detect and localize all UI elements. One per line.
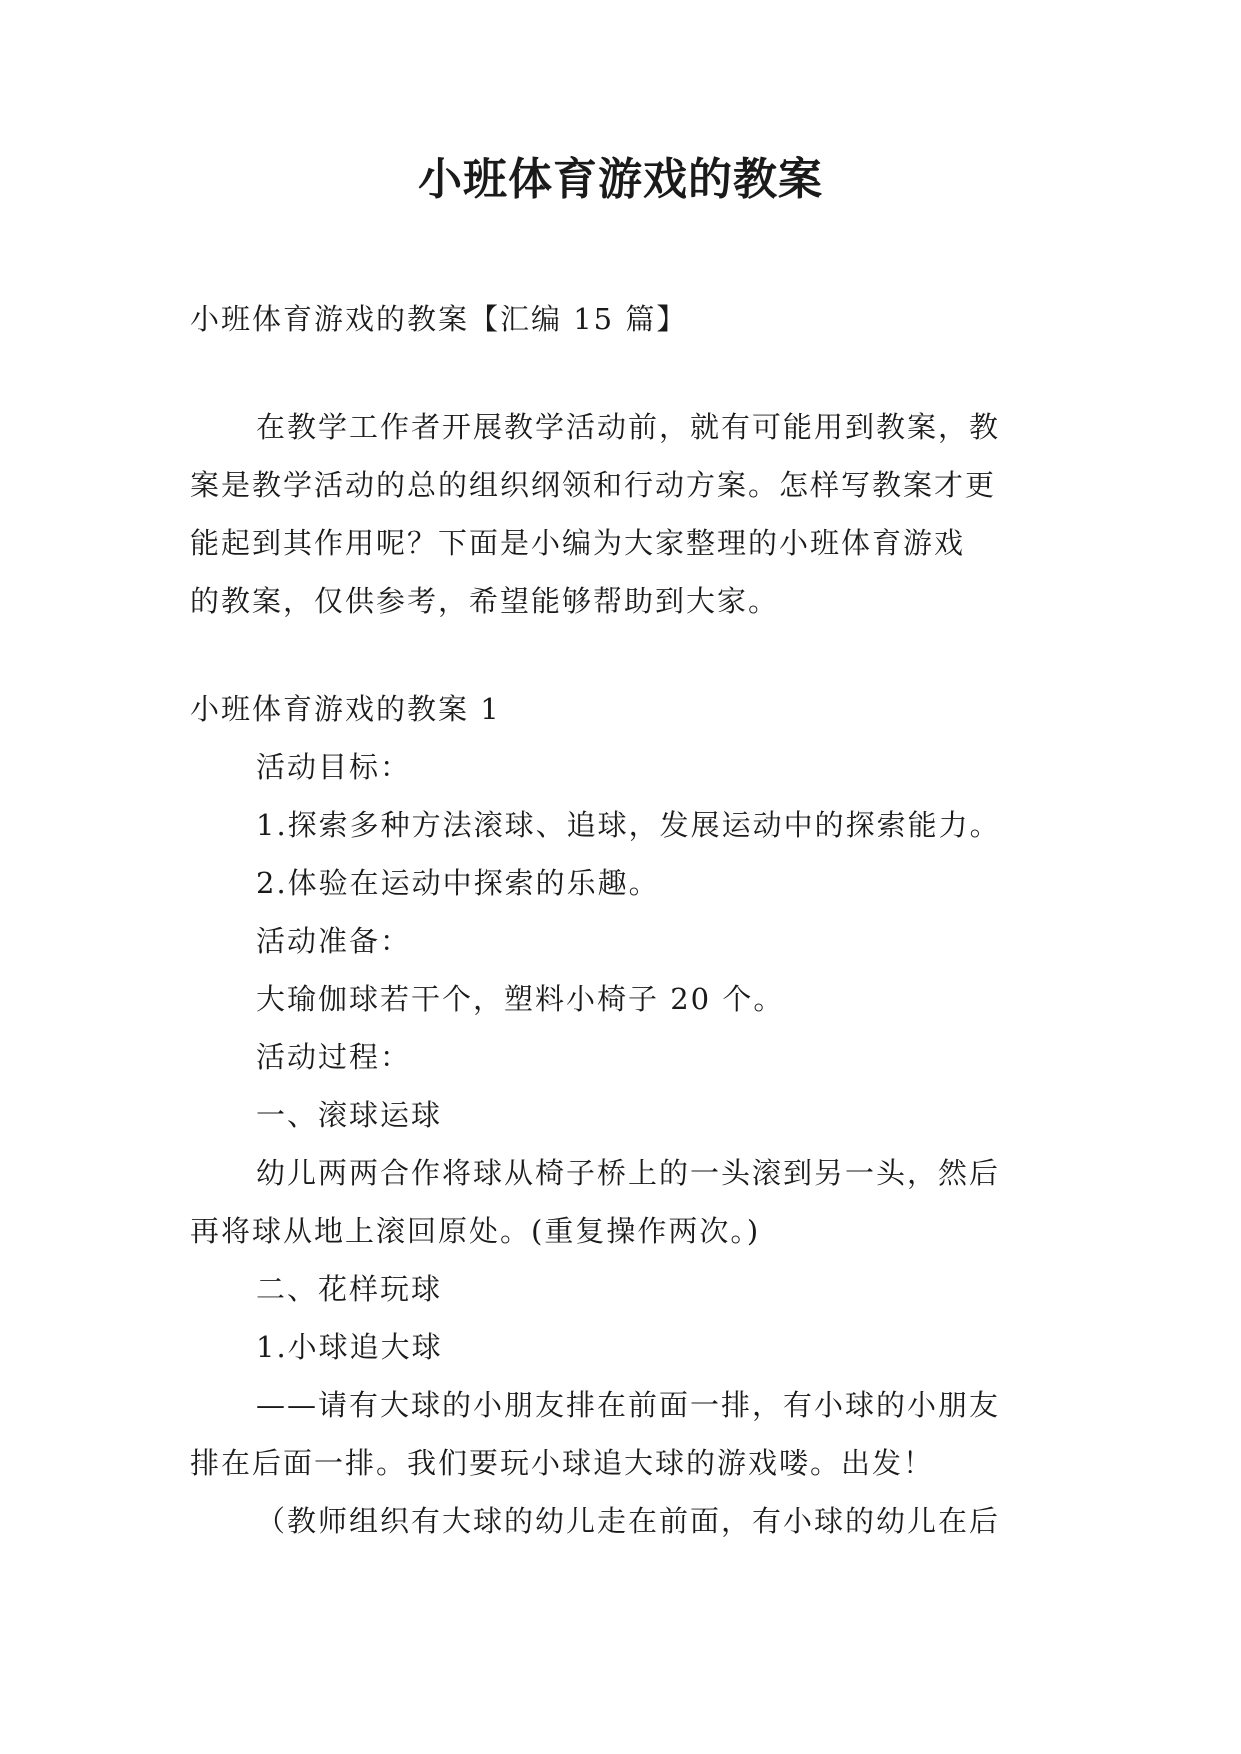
intro-line: 在教学工作者开展教学活动前，就有可能用到教案，教: [256, 410, 1001, 444]
intro-line: 的教案，仅供参考，希望能够帮助到大家。: [190, 584, 780, 618]
section-line: 二、花样玩球: [256, 1272, 443, 1306]
section-line: 再将球从地上滚回原处。(重复操作两次。): [190, 1214, 761, 1248]
section-line: （教师组织有大球的幼儿走在前面，有小球的幼儿在后: [256, 1504, 1001, 1538]
intro-paragraph: [190, 398, 1050, 630]
document-body: [190, 290, 1050, 1550]
document-title: 小班体育游戏的教案: [418, 154, 823, 205]
section-line: 1.小球追大球: [256, 1330, 443, 1364]
section-line: 2.体验在运动中探索的乐趣。: [256, 866, 660, 900]
section-line: 幼儿两两合作将球从椅子桥上的一头滚到另一头，然后: [256, 1156, 1001, 1190]
section-line: 活动目标：: [256, 750, 412, 784]
document-subtitle: 小班体育游戏的教案【汇编 15 篇】: [190, 302, 688, 336]
section-line: 大瑜伽球若干个，塑料小椅子 20 个。: [256, 982, 785, 1016]
section-heading: 小班体育游戏的教案 1: [190, 692, 501, 726]
intro-line: 能起到其作用呢？下面是小编为大家整理的小班体育游戏: [190, 526, 966, 560]
section-line: 活动准备：: [256, 924, 412, 958]
section-line: 1.探索多种方法滚球、追球，发展运动中的探索能力。: [256, 808, 1001, 842]
section-line: 活动过程：: [256, 1040, 412, 1074]
section-line: ——请有大球的小朋友排在前面一排，有小球的小朋友: [256, 1388, 1001, 1422]
section-1: [190, 680, 1050, 1550]
section-line: 一、滚球运球: [256, 1098, 443, 1132]
intro-line: 案是教学活动的总的组织纲领和行动方案。怎样写教案才更: [190, 468, 997, 502]
section-line: 排在后面一排。我们要玩小球追大球的游戏喽。出发！: [190, 1446, 935, 1480]
